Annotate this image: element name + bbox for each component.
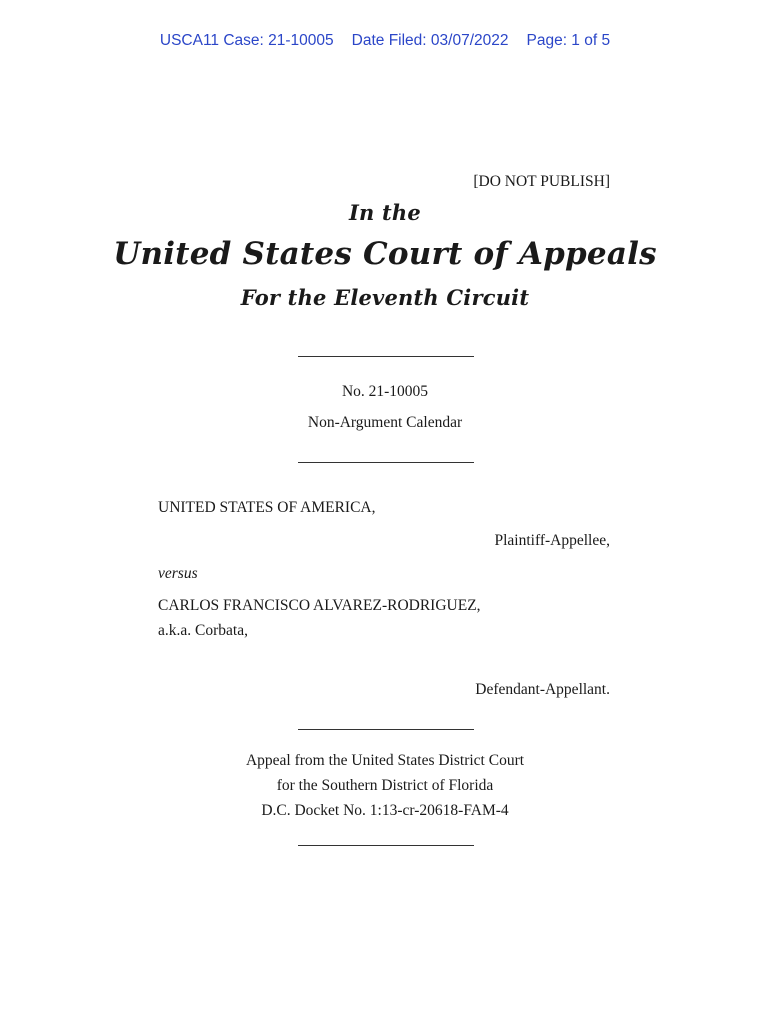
calendar-type: Non-Argument Calendar [307,414,463,431]
case-stamp: USCA11 Case: 21-10005 [159,32,334,49]
date-filed-stamp: Date Filed: 03/07/2022 [351,32,509,49]
defendant-role: Defendant-Appellant. [475,681,610,698]
court-intro: In the [349,200,421,225]
versus-label: versus [158,565,198,582]
plaintiff-role: Plaintiff-Appellee, [494,532,610,549]
divider-rule [298,729,474,730]
plaintiff-name: UNITED STATES OF AMERICA, [158,499,376,516]
filing-header [0,32,770,50]
page-stamp: Page: 1 of 5 [526,32,611,49]
court-circuit: For the Eleventh Circuit [240,285,530,310]
divider-rule [298,356,474,357]
case-number: No. 21-10005 [341,383,429,400]
court-name: United States Court of Appeals [113,236,657,272]
divider-rule [298,462,474,463]
divider-rule [298,845,474,846]
defendant-name: CARLOS FRANCISCO ALVAREZ-RODRIGUEZ, [158,597,481,614]
district-court: for the Southern District of Florida [276,777,494,794]
docket-number: D.C. Docket No. 1:13-cr-20618-FAM-4 [261,802,509,819]
appeal-from: Appeal from the United States District Court [245,752,525,769]
defendant-aka: a.k.a. Corbata, [158,622,248,639]
publish-tag: [DO NOT PUBLISH] [473,173,610,190]
